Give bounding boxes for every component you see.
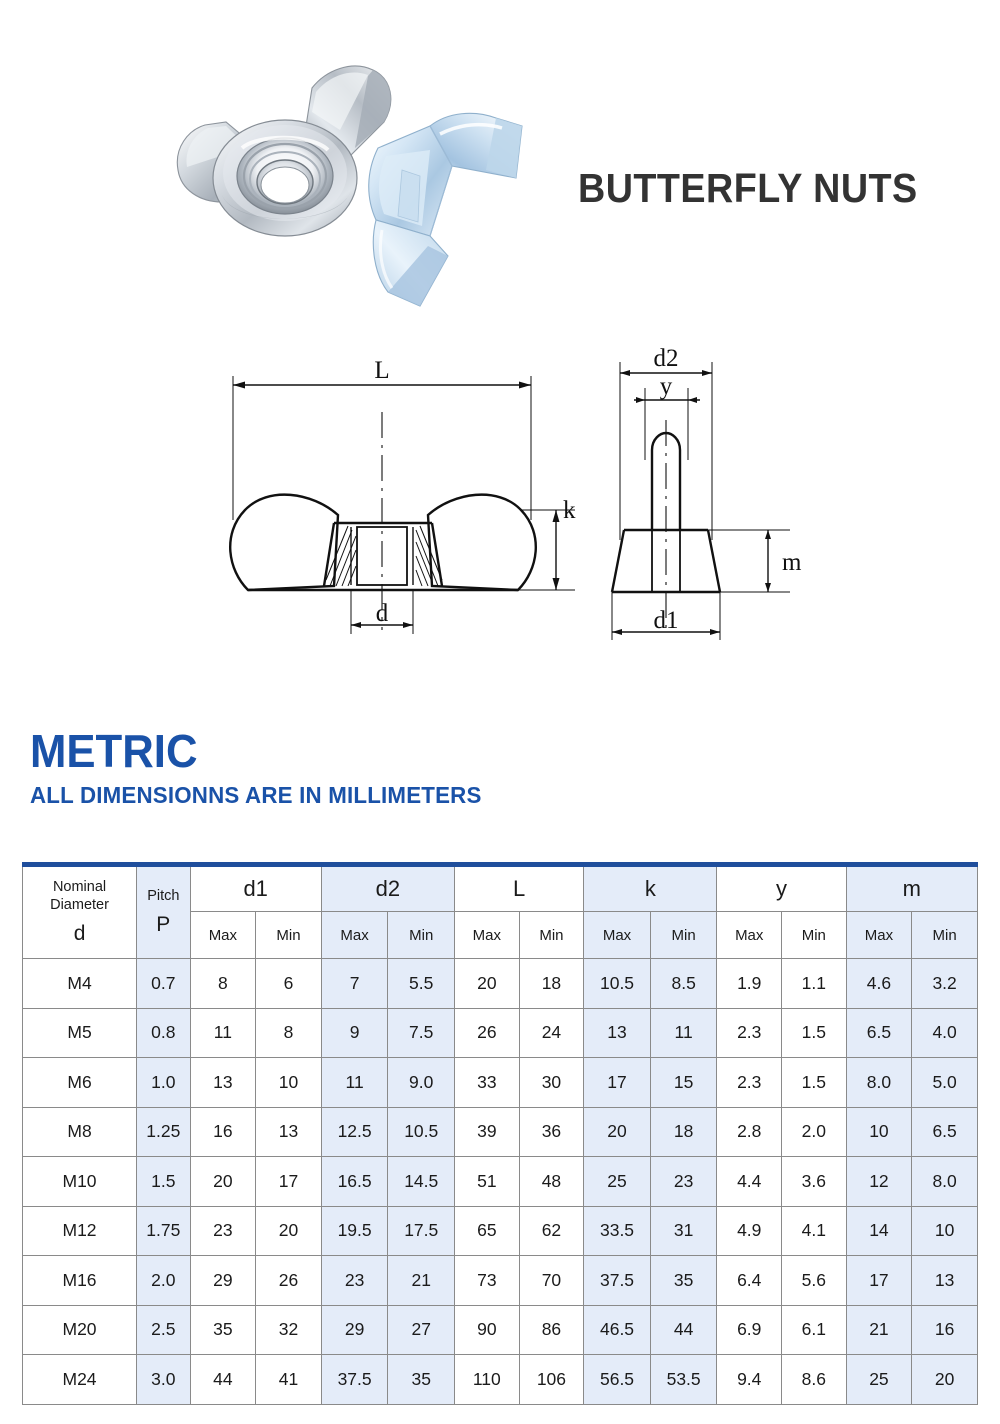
cell-m_max: 4.6	[846, 959, 912, 1009]
header-group-d1: d1	[190, 865, 321, 912]
cell-d2_min: 17.5	[388, 1206, 455, 1256]
cell-d2_min: 10.5	[388, 1107, 455, 1157]
cell-d: M12	[23, 1206, 137, 1256]
cell-k_min: 11	[650, 1008, 717, 1058]
cell-m_min: 13	[912, 1256, 978, 1306]
cell-d2_max: 16.5	[321, 1157, 388, 1207]
cell-L_max: 90	[455, 1305, 520, 1355]
table-row	[23, 1107, 978, 1157]
header-L-max: Max	[455, 912, 520, 959]
zinc-wing-nut	[369, 113, 522, 306]
spec-table-wrapper	[22, 862, 978, 1405]
cell-P: 1.5	[137, 1157, 191, 1207]
cell-d2_max: 12.5	[321, 1107, 388, 1157]
cell-d2_max: 37.5	[321, 1355, 388, 1405]
header-m-max: Max	[846, 912, 912, 959]
cell-L_max: 65	[455, 1206, 520, 1256]
cell-P: 2.0	[137, 1256, 191, 1306]
cell-d: M16	[23, 1256, 137, 1306]
cell-d2_min: 7.5	[388, 1008, 455, 1058]
table-body	[23, 959, 978, 1405]
cell-y_min: 2.0	[782, 1107, 847, 1157]
header-d1-min: Min	[256, 912, 322, 959]
cell-d1_min: 26	[256, 1256, 322, 1306]
cell-L_min: 24	[519, 1008, 584, 1058]
cell-m_max: 14	[846, 1206, 912, 1256]
cell-y_max: 9.4	[717, 1355, 782, 1405]
cell-d2_max: 11	[321, 1058, 388, 1108]
table-row	[23, 1008, 978, 1058]
cell-d2_min: 5.5	[388, 959, 455, 1009]
header-k-max: Max	[584, 912, 651, 959]
cell-y_min: 4.1	[782, 1206, 847, 1256]
cell-m_min: 5.0	[912, 1058, 978, 1108]
header-d1-max: Max	[190, 912, 256, 959]
header-nominal-line1: Nominal	[52, 878, 107, 895]
cell-k_min: 18	[650, 1107, 717, 1157]
table-row	[23, 959, 978, 1009]
cell-L_min: 62	[519, 1206, 584, 1256]
cell-d1_max: 13	[190, 1058, 256, 1108]
cell-y_max: 1.9	[717, 959, 782, 1009]
cell-P: 3.0	[137, 1355, 191, 1405]
header-row-groups	[23, 865, 978, 912]
label-L: L	[374, 357, 390, 384]
cell-d1_min: 32	[256, 1305, 322, 1355]
cell-P: 0.8	[137, 1008, 191, 1058]
cell-m_max: 12	[846, 1157, 912, 1207]
cell-L_min: 106	[519, 1355, 584, 1405]
table-row	[23, 1256, 978, 1306]
cell-d2_max: 29	[321, 1305, 388, 1355]
cell-L_min: 30	[519, 1058, 584, 1108]
header-L-min: Min	[519, 912, 584, 959]
cell-d1_min: 13	[256, 1107, 322, 1157]
metric-title: METRIC	[30, 725, 198, 777]
cell-d2_max: 19.5	[321, 1206, 388, 1256]
cell-d: M6	[23, 1058, 137, 1108]
cell-d1_max: 44	[190, 1355, 256, 1405]
cell-k_min: 23	[650, 1157, 717, 1207]
cell-k_max: 17	[584, 1058, 651, 1108]
cell-k_min: 15	[650, 1058, 717, 1108]
cell-m_min: 6.5	[912, 1107, 978, 1157]
cell-m_max: 6.5	[846, 1008, 912, 1058]
cell-m_max: 25	[846, 1355, 912, 1405]
cell-P: 0.7	[137, 959, 191, 1009]
metric-heading-block	[30, 725, 496, 808]
cell-L_min: 18	[519, 959, 584, 1009]
cell-k_max: 37.5	[584, 1256, 651, 1306]
header-group-L: L	[455, 865, 584, 912]
cell-m_min: 8.0	[912, 1157, 978, 1207]
cell-d: M20	[23, 1305, 137, 1355]
label-d1: d1	[653, 607, 679, 634]
label-y: y	[659, 373, 673, 400]
table-row	[23, 1305, 978, 1355]
cell-d1_max: 20	[190, 1157, 256, 1207]
header-pitch-label: Pitch	[147, 887, 180, 904]
cell-k_min: 31	[650, 1206, 717, 1256]
cell-P: 2.5	[137, 1305, 191, 1355]
table-row	[23, 1355, 978, 1405]
hero-section	[0, 0, 1000, 340]
cell-P: 1.0	[137, 1058, 191, 1108]
cell-y_min: 5.6	[782, 1256, 847, 1306]
cell-y_min: 1.1	[782, 959, 847, 1009]
cell-k_max: 25	[584, 1157, 651, 1207]
header-group-d2: d2	[321, 865, 454, 912]
cell-y_max: 2.3	[717, 1008, 782, 1058]
cell-d1_max: 16	[190, 1107, 256, 1157]
cell-L_max: 39	[455, 1107, 520, 1157]
cell-k_max: 20	[584, 1107, 651, 1157]
cell-d1_max: 11	[190, 1008, 256, 1058]
cell-L_max: 73	[455, 1256, 520, 1306]
cell-y_max: 2.8	[717, 1107, 782, 1157]
header-d2-min: Min	[388, 912, 455, 959]
cell-d1_min: 8	[256, 1008, 322, 1058]
header-y-max: Max	[717, 912, 782, 959]
cell-d1_max: 35	[190, 1305, 256, 1355]
cell-k_min: 53.5	[650, 1355, 717, 1405]
cell-d1_max: 29	[190, 1256, 256, 1306]
cell-y_max: 4.4	[717, 1157, 782, 1207]
cell-d: M4	[23, 959, 137, 1009]
cell-d1_min: 6	[256, 959, 322, 1009]
cell-d2_max: 23	[321, 1256, 388, 1306]
stainless-wing-nut	[177, 66, 390, 236]
cell-d1_max: 8	[190, 959, 256, 1009]
cell-d1_max: 23	[190, 1206, 256, 1256]
cell-m_max: 8.0	[846, 1058, 912, 1108]
cell-m_max: 17	[846, 1256, 912, 1306]
side-view-group	[612, 362, 790, 640]
technical-drawings	[0, 340, 1000, 700]
cell-L_min: 48	[519, 1157, 584, 1207]
label-m: m	[782, 549, 802, 576]
cell-d2_max: 9	[321, 1008, 388, 1058]
header-group-y: y	[717, 865, 846, 912]
header-y-min: Min	[782, 912, 847, 959]
product-photo	[130, 30, 570, 320]
cell-m_min: 16	[912, 1305, 978, 1355]
cell-m_min: 4.0	[912, 1008, 978, 1058]
cell-m_min: 20	[912, 1355, 978, 1405]
cell-d: M10	[23, 1157, 137, 1207]
cell-m_min: 3.2	[912, 959, 978, 1009]
cell-d2_min: 27	[388, 1305, 455, 1355]
cell-k_min: 8.5	[650, 959, 717, 1009]
header-pitch	[137, 865, 191, 959]
label-d: d	[375, 600, 389, 627]
cell-y_min: 1.5	[782, 1058, 847, 1108]
header-k-min: Min	[650, 912, 717, 959]
wing-nuts-illustration	[130, 30, 570, 320]
cell-d2_min: 35	[388, 1355, 455, 1405]
cell-y_max: 6.9	[717, 1305, 782, 1355]
header-nominal-symbol: d	[73, 922, 86, 945]
cell-y_min: 6.1	[782, 1305, 847, 1355]
cell-d2_min: 14.5	[388, 1157, 455, 1207]
cell-k_min: 44	[650, 1305, 717, 1355]
cell-d: M5	[23, 1008, 137, 1058]
front-view-group	[230, 376, 575, 634]
cell-k_max: 10.5	[584, 959, 651, 1009]
page-title: BUTTERFLY NUTS	[578, 165, 918, 211]
header-m-min: Min	[912, 912, 978, 959]
cell-L_min: 86	[519, 1305, 584, 1355]
cell-y_min: 1.5	[782, 1008, 847, 1058]
cell-k_max: 13	[584, 1008, 651, 1058]
metric-subtitle: ALL DIMENSIONNS ARE IN MILLIMETERS	[30, 782, 482, 808]
cell-y_min: 8.6	[782, 1355, 847, 1405]
cell-P: 1.75	[137, 1206, 191, 1256]
header-group-k: k	[584, 865, 717, 912]
table-row	[23, 1206, 978, 1256]
cell-k_min: 35	[650, 1256, 717, 1306]
cell-d: M8	[23, 1107, 137, 1157]
table-row	[23, 1157, 978, 1207]
cell-m_max: 10	[846, 1107, 912, 1157]
table-row	[23, 1058, 978, 1108]
cell-m_max: 21	[846, 1305, 912, 1355]
label-k: k	[563, 497, 576, 524]
cell-d: M24	[23, 1355, 137, 1405]
header-nominal-line2: Diameter	[50, 896, 109, 913]
cell-d1_min: 10	[256, 1058, 322, 1108]
cell-d2_max: 7	[321, 959, 388, 1009]
cell-y_max: 2.3	[717, 1058, 782, 1108]
cell-L_max: 20	[455, 959, 520, 1009]
cell-d2_min: 21	[388, 1256, 455, 1306]
cell-k_max: 33.5	[584, 1206, 651, 1256]
cell-L_min: 70	[519, 1256, 584, 1306]
cell-k_max: 46.5	[584, 1305, 651, 1355]
cell-d2_min: 9.0	[388, 1058, 455, 1108]
cell-y_min: 3.6	[782, 1157, 847, 1207]
cell-L_max: 110	[455, 1355, 520, 1405]
header-group-m: m	[846, 865, 977, 912]
cell-y_max: 6.4	[717, 1256, 782, 1306]
label-d2: d2	[653, 345, 679, 372]
cell-d1_min: 41	[256, 1355, 322, 1405]
header-nominal-diameter	[23, 865, 137, 959]
cell-y_max: 4.9	[717, 1206, 782, 1256]
cell-m_min: 10	[912, 1206, 978, 1256]
dimension-drawings-svg	[0, 340, 1000, 700]
header-d2-max: Max	[321, 912, 388, 959]
cell-L_max: 51	[455, 1157, 520, 1207]
cell-P: 1.25	[137, 1107, 191, 1157]
cell-d1_min: 17	[256, 1157, 322, 1207]
cell-L_min: 36	[519, 1107, 584, 1157]
cell-k_max: 56.5	[584, 1355, 651, 1405]
table-header	[23, 865, 978, 959]
cell-L_max: 26	[455, 1008, 520, 1058]
dimensions-table	[22, 862, 978, 1405]
cell-d1_min: 20	[256, 1206, 322, 1256]
cell-L_max: 33	[455, 1058, 520, 1108]
header-pitch-symbol: P	[156, 912, 171, 936]
